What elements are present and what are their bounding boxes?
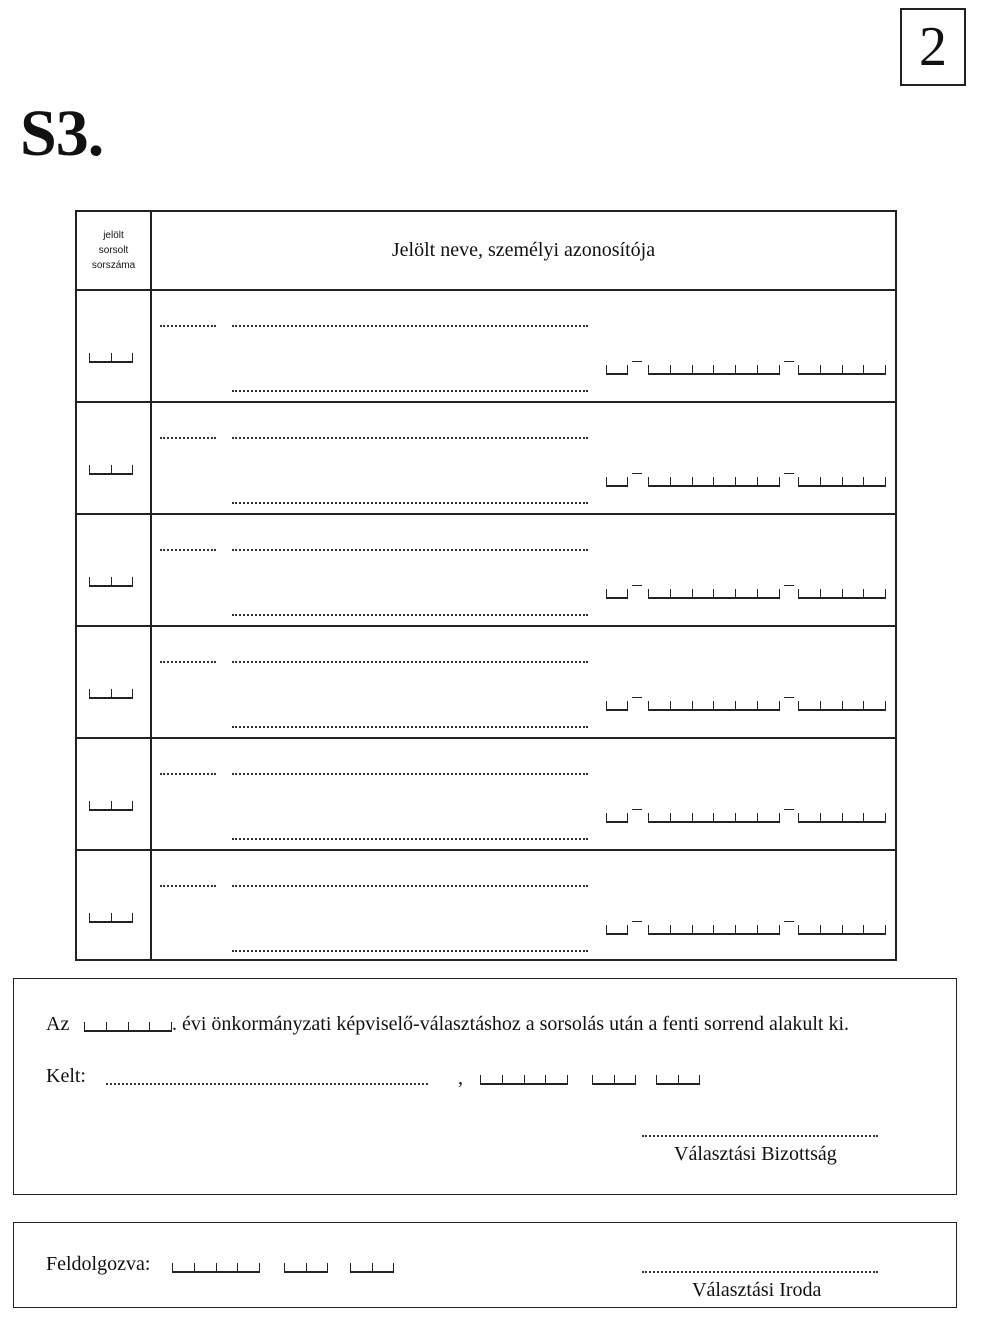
title-field[interactable] bbox=[160, 549, 216, 551]
candidate-cell bbox=[152, 403, 895, 513]
candidate-table bbox=[75, 210, 897, 961]
title-field[interactable] bbox=[160, 437, 216, 439]
draw-number-field[interactable] bbox=[89, 353, 133, 363]
summary-sentence: . évi önkormányzati képviselő-választáshoz a sorsolás után a fenti sorrend alakult ki. bbox=[172, 1013, 850, 1035]
office-signature-line[interactable] bbox=[642, 1271, 878, 1273]
name-field-2[interactable] bbox=[232, 950, 588, 952]
date-month-field[interactable] bbox=[592, 1075, 636, 1085]
draw-number-header bbox=[77, 212, 152, 289]
header-line-1: jelölt bbox=[103, 230, 124, 241]
id-dash bbox=[784, 361, 794, 362]
table-row bbox=[77, 739, 895, 851]
id-part-1[interactable] bbox=[606, 925, 628, 935]
name-field[interactable] bbox=[232, 437, 588, 439]
name-field[interactable] bbox=[232, 773, 588, 775]
candidate-cell bbox=[152, 851, 895, 959]
candidate-cell bbox=[152, 739, 895, 849]
draw-number-cell bbox=[77, 627, 152, 737]
draw-number-field[interactable] bbox=[89, 577, 133, 587]
draw-number-field[interactable] bbox=[89, 465, 133, 475]
kelt-label: Kelt: bbox=[46, 1065, 86, 1087]
id-dash bbox=[784, 697, 794, 698]
id-part-2[interactable] bbox=[648, 589, 780, 599]
summary-box bbox=[13, 978, 957, 1195]
id-part-3[interactable] bbox=[798, 701, 886, 711]
page-number-box: 2 bbox=[900, 8, 966, 86]
id-dash bbox=[784, 585, 794, 586]
name-field-2[interactable] bbox=[232, 390, 588, 392]
processed-day-field[interactable] bbox=[350, 1263, 394, 1273]
committee-label: Választási Bizottság bbox=[674, 1143, 837, 1165]
office-label: Választási Iroda bbox=[692, 1279, 822, 1301]
candidate-name-id-header: Jelölt neve, személyi azonosítója bbox=[391, 239, 656, 261]
name-field-2[interactable] bbox=[232, 838, 588, 840]
id-part-3[interactable] bbox=[798, 925, 886, 935]
id-part-2[interactable] bbox=[648, 701, 780, 711]
title-field[interactable] bbox=[160, 661, 216, 663]
draw-number-field[interactable] bbox=[89, 913, 133, 923]
id-part-2[interactable] bbox=[648, 477, 780, 487]
committee-signature-line[interactable] bbox=[642, 1135, 878, 1137]
name-field[interactable] bbox=[232, 661, 588, 663]
draw-number-cell bbox=[77, 515, 152, 625]
header-line-3: sorszáma bbox=[91, 260, 136, 271]
draw-number-cell bbox=[77, 291, 152, 401]
table-row bbox=[77, 851, 895, 959]
id-dash bbox=[784, 809, 794, 810]
id-part-2[interactable] bbox=[648, 925, 780, 935]
table-row bbox=[77, 515, 895, 627]
name-field-2[interactable] bbox=[232, 502, 588, 504]
id-dash bbox=[784, 473, 794, 474]
table-row bbox=[77, 627, 895, 739]
draw-number-cell bbox=[77, 739, 152, 849]
id-part-1[interactable] bbox=[606, 813, 628, 823]
candidate-cell bbox=[152, 291, 895, 401]
draw-number-cell bbox=[77, 403, 152, 513]
id-dash bbox=[632, 809, 642, 810]
id-dash bbox=[632, 361, 642, 362]
date-year-field[interactable] bbox=[480, 1075, 568, 1085]
name-field[interactable] bbox=[232, 325, 588, 327]
processed-year-field[interactable] bbox=[172, 1263, 260, 1273]
date-day-field[interactable] bbox=[656, 1075, 700, 1085]
id-part-3[interactable] bbox=[798, 365, 886, 375]
id-part-1[interactable] bbox=[606, 589, 628, 599]
processed-month-field[interactable] bbox=[284, 1263, 328, 1273]
candidate-cell bbox=[152, 515, 895, 625]
processed-box bbox=[13, 1222, 957, 1308]
id-part-3[interactable] bbox=[798, 477, 886, 487]
id-part-1[interactable] bbox=[606, 701, 628, 711]
year-prefix: Az bbox=[46, 1013, 70, 1035]
id-part-1[interactable] bbox=[606, 365, 628, 375]
draw-number-field[interactable] bbox=[89, 689, 133, 699]
name-field[interactable] bbox=[232, 885, 588, 887]
name-field-2[interactable] bbox=[232, 726, 588, 728]
comma: , bbox=[458, 1067, 463, 1089]
table-header bbox=[77, 212, 895, 291]
title-field[interactable] bbox=[160, 885, 216, 887]
table-row bbox=[77, 291, 895, 403]
id-part-3[interactable] bbox=[798, 589, 886, 599]
processed-label: Feldolgozva: bbox=[46, 1253, 151, 1275]
table-row bbox=[77, 403, 895, 515]
id-part-2[interactable] bbox=[648, 813, 780, 823]
name-field-2[interactable] bbox=[232, 614, 588, 616]
name-field[interactable] bbox=[232, 549, 588, 551]
id-part-2[interactable] bbox=[648, 365, 780, 375]
id-dash bbox=[632, 585, 642, 586]
id-dash bbox=[784, 921, 794, 922]
id-dash bbox=[632, 921, 642, 922]
title-field[interactable] bbox=[160, 773, 216, 775]
place-field[interactable] bbox=[106, 1083, 428, 1085]
candidate-cell bbox=[152, 627, 895, 737]
id-dash bbox=[632, 697, 642, 698]
id-part-3[interactable] bbox=[798, 813, 886, 823]
draw-number-cell bbox=[77, 851, 152, 959]
id-dash bbox=[632, 473, 642, 474]
form-code-title: S3. bbox=[20, 97, 104, 170]
draw-number-field[interactable] bbox=[89, 801, 133, 811]
year-field[interactable] bbox=[84, 1022, 172, 1032]
header-line-2: sorsolt bbox=[98, 245, 129, 256]
id-part-1[interactable] bbox=[606, 477, 628, 487]
title-field[interactable] bbox=[160, 325, 216, 327]
